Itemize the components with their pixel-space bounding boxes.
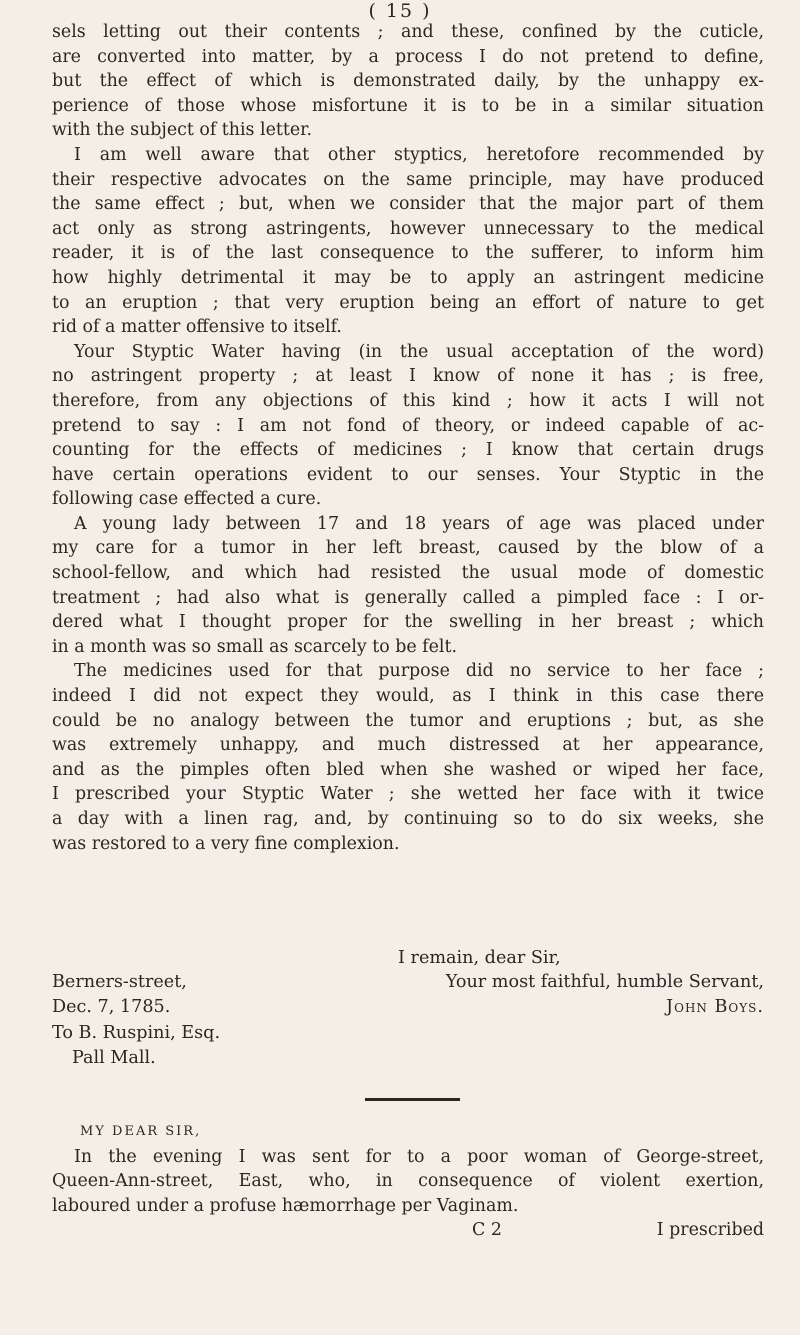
- text-line: with the subject of this letter.: [52, 120, 313, 141]
- text-line: A young lady between 17 and 18 years of age was placed under: [74, 513, 764, 534]
- text-line: perience of those whose misfortune it is to be in a similar situation: [52, 95, 764, 116]
- text-line: In the evening I was sent for to a poor woman of George-street,: [74, 1146, 764, 1167]
- text-line: therefore, from any objections of this kind ; how it acts I will not: [52, 390, 764, 411]
- paragraph: [52, 340, 764, 512]
- text-line: pretend to say : I am not fond of theory, or indeed capable of ac-: [52, 415, 764, 436]
- text-line: reader, it is of the last consequence to the sufferer, to inform him: [52, 243, 764, 264]
- sender-street: Berners-street,: [52, 972, 187, 992]
- text-line: act only as strong astringents, however unnecessary to the medical: [52, 218, 764, 239]
- recipient-place: Pall Mall.: [72, 1047, 156, 1068]
- text-line: a day with a linen rag, and, by continuing so to do six weeks, she: [52, 809, 764, 829]
- closing-line: I remain, dear Sir,: [398, 948, 561, 968]
- text-line: was restored to a very fine complexion.: [52, 833, 400, 854]
- text-line: could be no analogy between the tumor and eruptions ; but, as she: [52, 710, 764, 731]
- paragraph: [52, 659, 764, 856]
- text-line: and as the pimples often bled when she washed or wiped her face,: [52, 759, 764, 780]
- text-line: treatment ; had also what is generally called a pimpled face : I or-: [52, 587, 764, 608]
- page-number: ( 15 ): [368, 0, 432, 22]
- recipient-address: [52, 1021, 764, 1070]
- text-line: the same effect ; but, when we consider that the major part of them: [52, 194, 764, 215]
- text-line: counting for the effects of medicines ; I know that certain drugs: [52, 440, 764, 461]
- text-line: have certain operations evident to our senses. Your Styptic in the: [52, 464, 764, 485]
- page-footer: [52, 1218, 764, 1243]
- text-line: following case effected a cure.: [52, 489, 322, 510]
- text-line: sels letting out their contents ; and these, confined by the cuticle,: [52, 22, 764, 42]
- salutation: MY DEAR SIR,: [80, 1124, 202, 1139]
- text-line: The medicines used for that purpose did no service to her face ;: [74, 661, 764, 682]
- text-line: how highly detrimental it may be to apply an astringent medicine: [52, 267, 764, 288]
- closing-servant: Your most faithful, humble Servant,: [445, 972, 764, 992]
- signature-name: John Boys.: [666, 996, 764, 1017]
- text-line: are converted into matter, by a process I do not pretend to define,: [52, 46, 764, 67]
- signature-block: [52, 970, 764, 1070]
- text-line: I prescribed your Styptic Water ; she wetted her face with it twice: [52, 784, 764, 805]
- text-line: rid of a matter offensive to itself.: [52, 317, 342, 338]
- text-line: indeed I did not expect they would, as I think in this case there: [52, 686, 764, 707]
- text-line: to an eruption ; that very eruption being an effort of nature to get: [52, 292, 764, 313]
- section-divider: [365, 1098, 460, 1101]
- letter-body: [52, 20, 764, 856]
- text-line: but the effect of which is demonstrated daily, by the unhappy ex-: [52, 71, 764, 92]
- second-letter: [52, 1120, 764, 1243]
- catchword: I prescribed: [656, 1220, 764, 1241]
- text-line: I am well aware that other styptics, heretofore recommended by: [74, 144, 764, 165]
- text-line: no astringent property ; at least I know of none it has ; is free,: [52, 366, 764, 387]
- paragraph: [52, 512, 764, 660]
- text-line: laboured under a profuse hæmorrhage per Vaginam.: [52, 1195, 519, 1216]
- text-line: my care for a tumor in her left breast, caused by the blow of a: [52, 538, 764, 559]
- letter-date: Dec. 7, 1785.: [52, 996, 171, 1017]
- text-line: dered what I thought proper for the swelling in her breast ; which: [52, 612, 764, 633]
- text-line: school-fellow, and which had resisted the usual mode of domestic: [52, 563, 764, 584]
- text-line: Queen-Ann-street, East, who, in consequence of violent exertion,: [52, 1171, 764, 1192]
- paragraph: [52, 143, 764, 340]
- text-line: in a month was so small as scarcely to be felt.: [52, 636, 457, 657]
- text-line: was extremely unhappy, and much distressed at her appearance,: [52, 735, 764, 756]
- text-line: their respective advocates on the same principle, may have produced: [52, 169, 764, 190]
- recipient-name: To B. Ruspini, Esq.: [52, 1023, 221, 1044]
- paragraph: [52, 20, 764, 143]
- second-letter-text: [52, 1145, 764, 1219]
- text-line: Your Styptic Water having (in the usual acceptation of the word): [74, 341, 764, 362]
- signature-mark: C 2: [472, 1220, 502, 1241]
